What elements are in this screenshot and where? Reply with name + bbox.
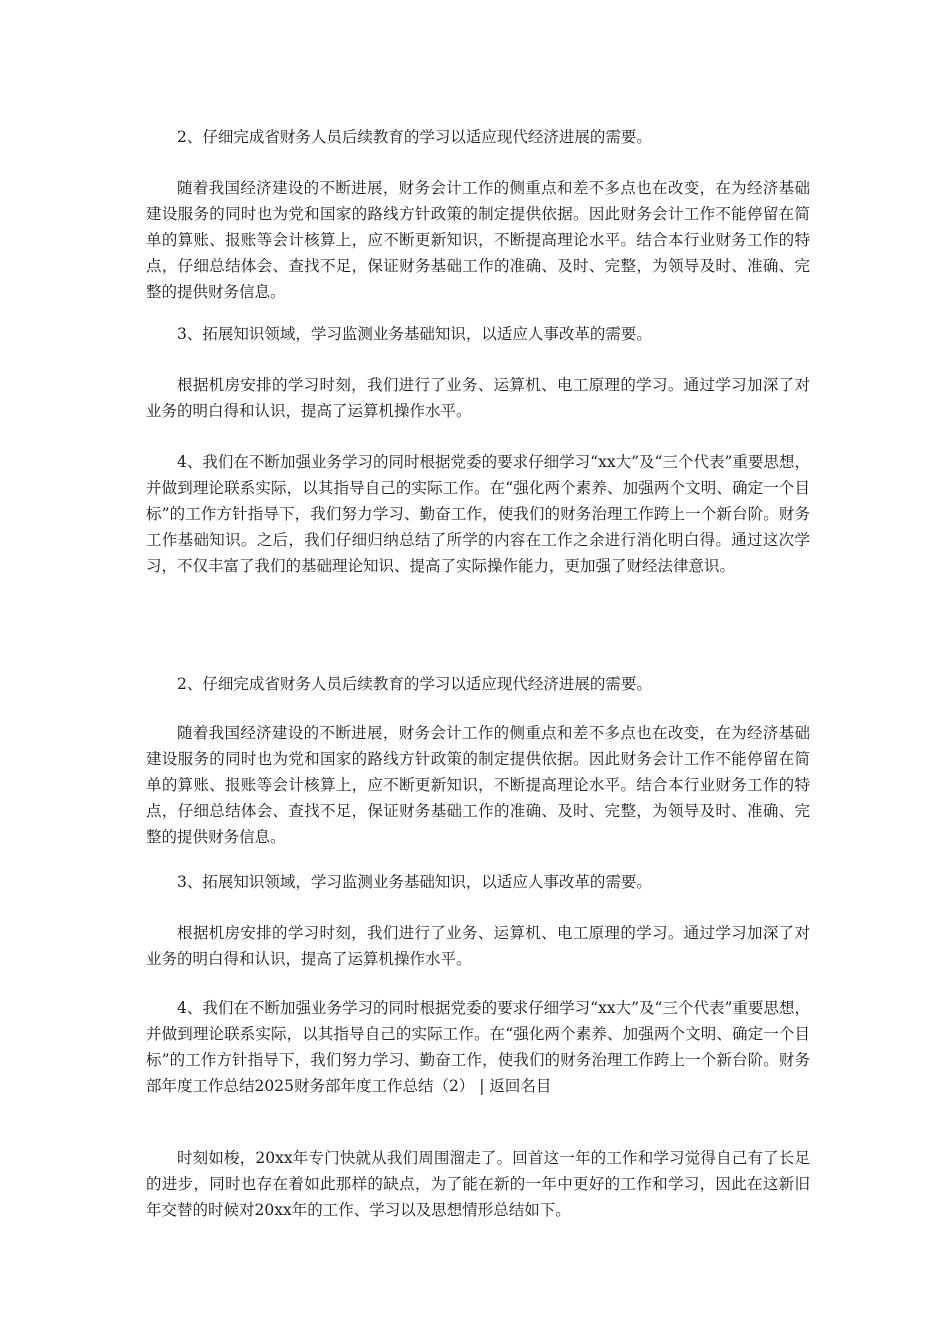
paragraph-8: 3、拓展知识领域，学习监测业务基础知识，以适应人事改革的需要。 bbox=[177, 873, 652, 891]
paragraph-1: 2、仔细完成省财务人员后续教育的学习以适应现代经济进展的需要。 bbox=[177, 128, 652, 146]
paragraph-3: 3、拓展知识领域，学习监测业务基础知识，以适应人事改革的需要。 bbox=[177, 325, 652, 343]
paragraph-10: 4、我们在不断加强业务学习的同时根据党委的要求仔细学习“xx大”及“三个代表”重要思想，并做到理论联系实际，以其指导自己的实际工作。在“强化两个素养、加强两个文明、确定一个目标”的工作方针指导下，我们努力学习、勤奋工作，使我们的财务治理工作跨上一个新台阶。财务部年度工作总结2025财务部年度工作总结（2） | 返回名目 bbox=[146, 999, 810, 1095]
paragraph-7: 随着我国经济建设的不断进展，财务会计工作的侧重点和差不多点也在改变，在为经济基础建设服务的同时也为党和国家的路线方针政策的制定提供依据。因此财务会计工作不能停留在简单的算账、报账等会计核算上，应不断更新知识，不断提高理论水平。结合本行业财务工作的特点，仔细总结体会、查找不足，保证财务基础工作的准确、及时、完整，为领导及时、准确、完整的提供财务信息。 bbox=[146, 724, 810, 846]
paragraph-11: 时刻如梭，20xx年专门快就从我们周围溜走了。回首这一年的工作和学习觉得自己有了长足的进步，同时也存在着如此那样的缺点，为了能在新的一年中更好的工作和学习，因此在这新旧年交替的时候对20xx年的工作、学习以及思想情形总结如下。 bbox=[146, 1149, 810, 1219]
paragraph-4: 根据机房安排的学习时刻，我们进行了业务、运算机、电工原理的学习。通过学习加深了对业务的明白得和认识，提高了运算机操作水平。 bbox=[146, 376, 810, 420]
paragraph-2: 随着我国经济建设的不断进展，财务会计工作的侧重点和差不多点也在改变，在为经济基础建设服务的同时也为党和国家的路线方针政策的制定提供依据。因此财务会计工作不能停留在简单的算账、报账等会计核算上，应不断更新知识，不断提高理论水平。结合本行业财务工作的特点，仔细总结体会、查找不足，保证财务基础工作的准确、及时、完整，为领导及时、准确、完整的提供财务信息。 bbox=[146, 179, 810, 301]
paragraph-9: 根据机房安排的学习时刻，我们进行了业务、运算机、电工原理的学习。通过学习加深了对业务的明白得和认识，提高了运算机操作水平。 bbox=[146, 924, 810, 968]
paragraph-6: 2、仔细完成省财务人员后续教育的学习以适应现代经济进展的需要。 bbox=[177, 675, 652, 693]
paragraph-5: 4、我们在不断加强业务学习的同时根据党委的要求仔细学习“xx大”及“三个代表”重要思想，并做到理论联系实际，以其指导自己的实际工作。在“强化两个素养、加强两个文明、确定一个目标”的工作方针指导下，我们努力学习、勤奋工作，使我们的财务治理工作跨上一个新台阶。财务工作基础知识。之后，我们仔细归纳总结了所学的内容在工作之余进行消化明白得。通过这次学习，不仅丰富了我们的基础理论知识、提高了实际操作能力，更加强了财经法律意识。 bbox=[146, 453, 810, 575]
